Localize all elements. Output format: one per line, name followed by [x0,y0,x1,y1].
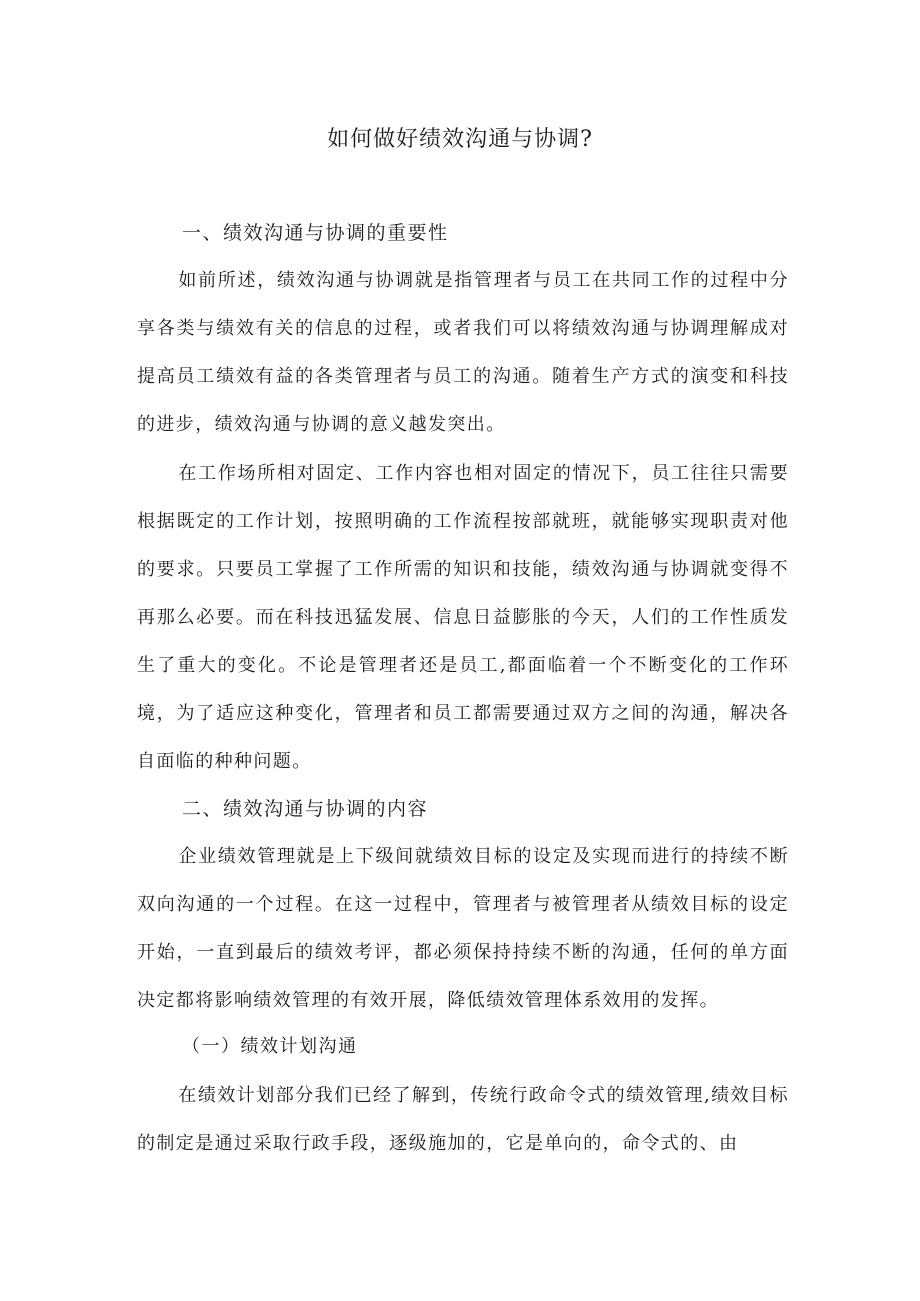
section-heading-importance: 一、绩效沟通与协调的重要性 [182,222,449,244]
paragraph: 如前所述，绩效沟通与协调就是指管理者与员工在共同工作的过程中分享各类与绩效有关的信息的过程，或者我们可以将绩效沟通与协调理解成对提高员工绩效有益的各类管理者与员工的沟通。随着生产方式的演变和科技的进步，绩效沟通与协调的意义越发突出。 [137,270,789,435]
paragraph: 在工作场所相对固定、工作内容也相对固定的情况下，员工往往只需要根据既定的工作计划，按照明确的工作流程按部就班，就能够实现职责对他的要求。只要员工掌握了工作所需的知识和技能，绩效沟通与协调就变得不再那么必要。而在科技迅猛发展、信息日益膨胀的今天，人们的工作性质发生了重大的变化。不论是管理者还是员工,都面临着一个不断变化的工作环境，为了适应这种变化，管理者和员工都需要通过双方之间的沟通，解决各自面临的种种问题。 [137,463,789,772]
page-title: 如何做好绩效沟通与协调? [327,127,593,152]
paragraph: 企业绩效管理就是上下级间就绩效目标的设定及实现而进行的持续不断双向沟通的一个过程。在这一过程中，管理者与被管理者从绩效目标的设定开始，一直到最后的绩效考评，都必须保持持续不断的沟通，任何的单方面决定都将影响绩效管理的有效开展，降低绩效管理体系效用的发挥。 [137,846,789,1011]
subsection-heading-plan: （一）绩效计划沟通 [182,1036,358,1057]
paragraph: 在绩效计划部分我们已经了解到，传统行政命令式的绩效管理,绩效目标的制定是通过采取行政手段，逐级施加的，它是单向的，命令式的、由 [137,1085,789,1154]
section-heading-content: 二、绩效沟通与协调的内容 [182,798,429,820]
